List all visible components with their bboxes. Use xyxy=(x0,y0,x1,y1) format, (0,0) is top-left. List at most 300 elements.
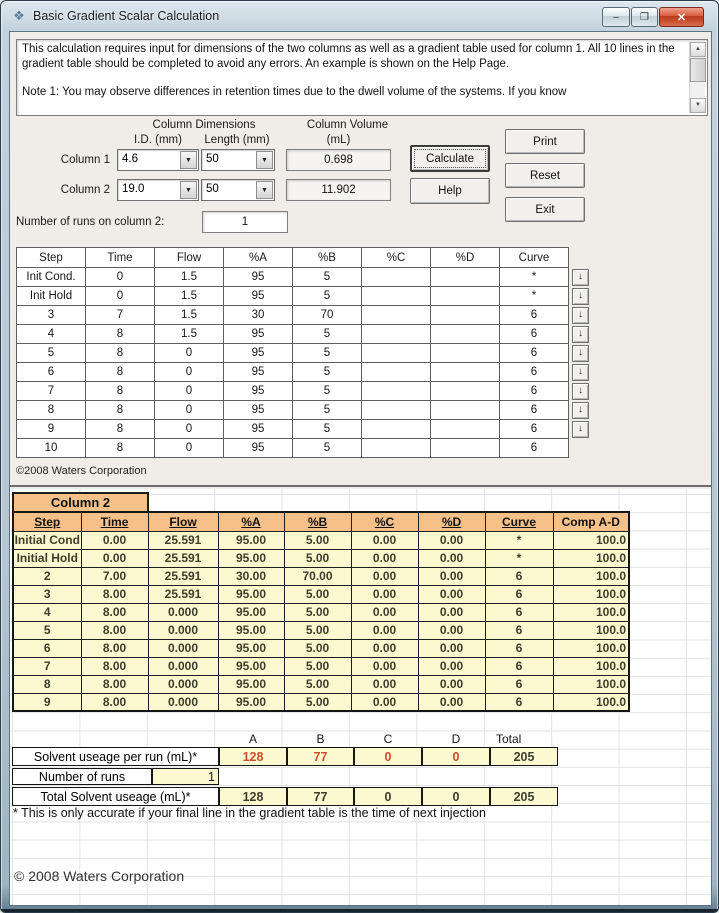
scaled-table-row xyxy=(13,567,629,585)
copy-row-down-button[interactable] xyxy=(572,326,589,343)
s-cell-curve: * xyxy=(485,549,553,567)
copy-row-down-button[interactable] xyxy=(572,364,589,381)
s-cell-step: 7 xyxy=(13,657,81,675)
cell-time[interactable]: 8 xyxy=(86,439,155,458)
arrow-down-icon: ↓ xyxy=(578,423,583,434)
scaled-table-row xyxy=(13,639,629,657)
s-cell-percent-a: 95.00 xyxy=(218,675,284,693)
worksheet-panel xyxy=(10,489,711,906)
s-cell-time: 0.00 xyxy=(81,549,148,567)
s-cell-percent-c: 0.00 xyxy=(351,693,418,711)
instructions-paragraph-1: This calculation requires input for dimensions of the two columns as well as a gradient table used for column 1. All 10 lines in the gradient table should be completed to avoid any errors. An example is shown on the Help Page. xyxy=(22,43,675,71)
s-cell-time: 8.00 xyxy=(81,603,148,621)
cell-time[interactable]: 8 xyxy=(86,325,155,344)
s-cell-percent-a: 95.00 xyxy=(218,531,284,549)
cell-time[interactable]: 0 xyxy=(86,268,155,287)
cell-time[interactable]: 8 xyxy=(86,401,155,420)
cell-percent-b[interactable]: 5 xyxy=(293,401,362,420)
s-cell-flow: 0.000 xyxy=(148,657,218,675)
s-cell-curve: 6 xyxy=(485,675,553,693)
s-cell-curve: 6 xyxy=(485,603,553,621)
scroll-down-icon[interactable]: ▼ xyxy=(690,98,706,113)
cell-percent-a[interactable]: 95 xyxy=(224,439,293,458)
s-cell-time: 8.00 xyxy=(81,621,148,639)
s-cell-percent-a: 95.00 xyxy=(218,621,284,639)
cell-step[interactable]: Init Cond. xyxy=(17,268,86,287)
combo-arrow-icon[interactable]: ▼ xyxy=(256,151,273,169)
s-cell-time: 7.00 xyxy=(81,567,148,585)
cell-percent-c[interactable] xyxy=(362,439,431,458)
s-cell-percent-a: 95.00 xyxy=(218,603,284,621)
s-cell-comp-ad: 100.0 xyxy=(553,531,629,549)
column2-volume-display: 11.902 xyxy=(286,179,391,201)
cell-flow[interactable]: 0 xyxy=(155,439,224,458)
s-cell-percent-c: 0.00 xyxy=(351,567,418,585)
s-cell-percent-c: 0.00 xyxy=(351,657,418,675)
s-cell-flow: 0.000 xyxy=(148,621,218,639)
header-percent-a: %A xyxy=(224,248,293,268)
s-cell-step: 3 xyxy=(13,585,81,603)
cell-step[interactable]: 7 xyxy=(17,382,86,401)
cell-time[interactable]: 8 xyxy=(86,382,155,401)
cell-step[interactable]: 10 xyxy=(17,439,86,458)
help-button[interactable]: Help xyxy=(410,178,490,204)
s-cell-comp-ad: 100.0 xyxy=(553,693,629,711)
s-cell-percent-a: 95.00 xyxy=(218,693,284,711)
cell-flow[interactable]: 1.5 xyxy=(155,268,224,287)
cell-percent-d[interactable] xyxy=(431,268,500,287)
calculate-button[interactable]: Calculate xyxy=(410,145,490,172)
maximize-button[interactable] xyxy=(631,7,658,27)
cell-percent-b[interactable]: 70 xyxy=(293,306,362,325)
cell-curve[interactable]: 6 xyxy=(500,420,569,439)
copy-row-down-button[interactable] xyxy=(572,402,589,419)
solvent-col-c-label: C xyxy=(383,732,393,746)
runs-on-column2-label: Number of runs on column 2: xyxy=(16,216,165,228)
cell-percent-c[interactable] xyxy=(362,287,431,306)
header-curve: Curve xyxy=(500,248,569,268)
scaled-table-row xyxy=(13,585,629,603)
cell-percent-d[interactable] xyxy=(431,306,500,325)
s-cell-flow: 0.000 xyxy=(148,693,218,711)
s-header-comp-ad: Comp A-D xyxy=(553,512,629,531)
cell-percent-a[interactable]: 95 xyxy=(224,363,293,382)
s-cell-percent-b: 5.00 xyxy=(284,531,351,549)
cell-flow[interactable]: 0 xyxy=(155,382,224,401)
arrow-down-icon: ↓ xyxy=(578,290,583,301)
column2-id-select[interactable] xyxy=(117,179,199,201)
s-header-flow: Flow xyxy=(148,512,218,531)
cell-percent-b[interactable]: 5 xyxy=(293,268,362,287)
gradient-table-row xyxy=(17,401,593,420)
s-cell-curve: 6 xyxy=(485,693,553,711)
s-cell-percent-a: 30.00 xyxy=(218,567,284,585)
cell-curve[interactable]: 6 xyxy=(500,439,569,458)
cell-time[interactable]: 8 xyxy=(86,363,155,382)
gradient-table-row xyxy=(17,363,593,382)
s-cell-flow: 25.591 xyxy=(148,567,218,585)
cell-percent-a[interactable]: 95 xyxy=(224,344,293,363)
cell-percent-c[interactable] xyxy=(362,268,431,287)
scaled-table-row xyxy=(13,603,629,621)
scaled-table-row xyxy=(13,549,629,567)
s-cell-curve: 6 xyxy=(485,585,553,603)
column1-length-select[interactable] xyxy=(201,149,275,171)
solvent-total-b: 77 xyxy=(287,787,354,806)
s-cell-percent-d: 0.00 xyxy=(418,675,485,693)
exit-button[interactable]: Exit xyxy=(505,197,585,222)
cell-percent-a[interactable]: 95 xyxy=(224,325,293,344)
s-cell-curve: 6 xyxy=(485,639,553,657)
client-area xyxy=(9,31,712,906)
cell-percent-c[interactable] xyxy=(362,420,431,439)
s-header-percent-a: %A xyxy=(218,512,284,531)
s-header-curve: Curve xyxy=(485,512,553,531)
combo-arrow-icon[interactable]: ▼ xyxy=(180,181,197,199)
cell-percent-d[interactable] xyxy=(431,439,500,458)
cell-time[interactable]: 8 xyxy=(86,344,155,363)
cell-flow[interactable]: 1.5 xyxy=(155,287,224,306)
cell-curve[interactable]: 6 xyxy=(500,306,569,325)
column2-length-value: 50 xyxy=(206,183,219,195)
s-cell-flow: 25.591 xyxy=(148,531,218,549)
header-percent-b: %B xyxy=(293,248,362,268)
close-button[interactable] xyxy=(659,7,704,27)
s-cell-percent-a: 95.00 xyxy=(218,585,284,603)
cell-percent-d[interactable] xyxy=(431,420,500,439)
maximize-icon: ❐ xyxy=(640,11,649,23)
s-cell-percent-d: 0.00 xyxy=(418,567,485,585)
combo-arrow-icon[interactable]: ▼ xyxy=(256,181,273,199)
cell-percent-b[interactable]: 5 xyxy=(293,382,362,401)
cell-percent-b[interactable]: 5 xyxy=(293,325,362,344)
cell-percent-b[interactable]: 5 xyxy=(293,439,362,458)
s-cell-percent-b: 5.00 xyxy=(284,603,351,621)
s-cell-time: 0.00 xyxy=(81,531,148,549)
cell-step[interactable]: 8 xyxy=(17,401,86,420)
s-cell-time: 8.00 xyxy=(81,657,148,675)
arrow-down-icon: ↓ xyxy=(578,309,583,320)
solvent-total-a: 128 xyxy=(219,787,287,806)
cell-percent-a[interactable]: 95 xyxy=(224,268,293,287)
s-cell-comp-ad: 100.0 xyxy=(553,603,629,621)
s-cell-comp-ad: 100.0 xyxy=(553,585,629,603)
minimize-button[interactable] xyxy=(602,7,630,27)
solvent-total-d: 0 xyxy=(422,787,490,806)
window-title: Basic Gradient Scalar Calculation xyxy=(33,9,220,23)
gradient-table-row xyxy=(17,306,593,325)
copy-row-down-button[interactable] xyxy=(572,269,589,286)
cell-percent-d[interactable] xyxy=(431,287,500,306)
s-cell-step: 5 xyxy=(13,621,81,639)
cell-curve[interactable]: 6 xyxy=(500,344,569,363)
cell-flow[interactable]: 1.5 xyxy=(155,325,224,344)
scaled-table-row xyxy=(13,621,629,639)
s-cell-curve: 6 xyxy=(485,657,553,675)
cell-percent-c[interactable] xyxy=(362,306,431,325)
cell-time[interactable]: 0 xyxy=(86,287,155,306)
cell-percent-a[interactable]: 30 xyxy=(224,306,293,325)
reset-button[interactable]: Reset xyxy=(505,163,585,188)
cell-step[interactable]: 6 xyxy=(17,363,86,382)
cell-percent-c[interactable] xyxy=(362,401,431,420)
column1-label: Column 1 xyxy=(60,154,110,166)
s-cell-percent-d: 0.00 xyxy=(418,549,485,567)
gradient-table-row xyxy=(17,420,593,439)
cell-percent-b[interactable]: 5 xyxy=(293,363,362,382)
gradient-table-row xyxy=(17,268,593,287)
s-cell-percent-b: 5.00 xyxy=(284,657,351,675)
s-cell-percent-c: 0.00 xyxy=(351,621,418,639)
arrow-down-icon: ↓ xyxy=(578,347,583,358)
cell-percent-d[interactable] xyxy=(431,363,500,382)
s-cell-comp-ad: 100.0 xyxy=(553,621,629,639)
cell-percent-d[interactable] xyxy=(431,382,500,401)
cell-percent-b[interactable]: 5 xyxy=(293,287,362,306)
cell-curve[interactable]: 6 xyxy=(500,382,569,401)
solvent-per-run-d: 0 xyxy=(422,747,490,766)
solvent-per-run-a: 128 xyxy=(219,747,287,766)
s-cell-percent-b: 5.00 xyxy=(284,639,351,657)
instructions-textbox[interactable] xyxy=(16,39,708,116)
cell-curve[interactable]: 6 xyxy=(500,325,569,344)
s-cell-percent-a: 95.00 xyxy=(218,549,284,567)
cell-curve[interactable]: 6 xyxy=(500,401,569,420)
column1-volume-display: 0.698 xyxy=(286,149,391,171)
cell-percent-c[interactable] xyxy=(362,382,431,401)
close-icon: ✕ xyxy=(676,11,687,24)
s-cell-percent-b: 70.00 xyxy=(284,567,351,585)
scaled-gradient-table xyxy=(12,511,630,712)
s-header-percent-b: %B xyxy=(284,512,351,531)
app-icon: ❖ xyxy=(13,8,25,23)
arrow-down-icon: ↓ xyxy=(578,385,583,396)
scroll-up-icon[interactable]: ▲ xyxy=(690,42,706,57)
scaled-table-row xyxy=(13,675,629,693)
gradient-table-row xyxy=(17,325,593,344)
solvent-col-d-label: D xyxy=(451,732,461,746)
s-cell-comp-ad: 100.0 xyxy=(553,675,629,693)
s-cell-percent-c: 0.00 xyxy=(351,531,418,549)
s-cell-time: 8.00 xyxy=(81,639,148,657)
scaled-table-row xyxy=(13,693,629,711)
solvent-total-total: 205 xyxy=(490,787,558,806)
cell-time[interactable]: 8 xyxy=(86,420,155,439)
runs-on-column2-input[interactable] xyxy=(202,211,288,233)
copy-row-down-button[interactable] xyxy=(572,307,589,324)
header-step: Step xyxy=(17,248,86,268)
s-cell-percent-b: 5.00 xyxy=(284,693,351,711)
column2-label: Column 2 xyxy=(60,184,110,196)
s-cell-time: 8.00 xyxy=(81,693,148,711)
s-cell-comp-ad: 100.0 xyxy=(553,639,629,657)
cell-flow[interactable]: 0 xyxy=(155,344,224,363)
s-cell-flow: 0.000 xyxy=(148,639,218,657)
cell-flow[interactable]: 1.5 xyxy=(155,306,224,325)
cell-percent-c[interactable] xyxy=(362,363,431,382)
arrow-down-icon: ↓ xyxy=(578,366,583,377)
s-cell-percent-d: 0.00 xyxy=(418,693,485,711)
s-cell-percent-d: 0.00 xyxy=(418,621,485,639)
s-cell-step: 6 xyxy=(13,639,81,657)
window-controls xyxy=(601,7,704,27)
s-cell-percent-b: 5.00 xyxy=(284,549,351,567)
cell-step[interactable]: 3 xyxy=(17,306,86,325)
header-percent-c: %C xyxy=(362,248,431,268)
s-header-percent-c: %C xyxy=(351,512,418,531)
cell-percent-c[interactable] xyxy=(362,325,431,344)
cell-step[interactable]: 9 xyxy=(17,420,86,439)
column-dimensions-label: Column Dimensions xyxy=(152,119,256,131)
solvent-per-run-total: 205 xyxy=(490,747,558,766)
s-cell-flow: 25.591 xyxy=(148,585,218,603)
s-cell-time: 8.00 xyxy=(81,585,148,603)
copyright-upper: ©2008 Waters Corporation xyxy=(16,465,147,477)
arrow-down-icon: ↓ xyxy=(578,328,583,339)
s-cell-step: Initial Cond xyxy=(14,533,80,547)
gradient-table-header-row xyxy=(17,248,593,268)
s-cell-percent-d: 0.00 xyxy=(418,603,485,621)
gradient-table-row xyxy=(17,382,593,401)
s-cell-percent-d: 0.00 xyxy=(418,585,485,603)
s-cell-percent-c: 0.00 xyxy=(351,603,418,621)
column2-id-value: 19.0 xyxy=(122,183,145,195)
s-cell-step: 8 xyxy=(13,675,81,693)
s-cell-percent-b: 5.00 xyxy=(284,585,351,603)
cell-percent-a[interactable]: 95 xyxy=(224,401,293,420)
s-cell-percent-a: 95.00 xyxy=(218,657,284,675)
cell-step[interactable]: 4 xyxy=(17,325,86,344)
header-time: Time xyxy=(86,248,155,268)
scaled-table-row xyxy=(13,657,629,675)
cell-flow[interactable]: 0 xyxy=(155,363,224,382)
solvent-total-c: 0 xyxy=(354,787,422,806)
column1-id-select[interactable] xyxy=(117,149,199,171)
cell-percent-a[interactable]: 95 xyxy=(224,382,293,401)
column-volume-label: Column Volume xyxy=(306,119,389,131)
solvent-per-run-b: 77 xyxy=(287,747,354,766)
s-cell-curve: * xyxy=(485,531,553,549)
cell-time[interactable]: 7 xyxy=(86,306,155,325)
instructions-scrollbar[interactable] xyxy=(689,42,705,113)
cell-percent-d[interactable] xyxy=(431,325,500,344)
s-cell-step: 9 xyxy=(13,693,81,711)
copyright-lower: © 2008 Waters Corporation xyxy=(14,868,185,884)
cell-percent-b[interactable]: 5 xyxy=(293,420,362,439)
id-mm-label: I.D. (mm) xyxy=(134,134,182,146)
s-header-percent-d: %D xyxy=(418,512,485,531)
copy-row-down-button[interactable] xyxy=(572,288,589,305)
cell-curve[interactable]: * xyxy=(500,287,569,306)
copy-row-down-button[interactable] xyxy=(572,383,589,400)
cell-curve[interactable]: * xyxy=(500,268,569,287)
scaled-table-row xyxy=(13,531,629,549)
window-frame-edge xyxy=(1,909,718,912)
s-header-time: Time xyxy=(81,512,148,531)
s-cell-percent-d: 0.00 xyxy=(418,531,485,549)
cell-curve[interactable]: 6 xyxy=(500,363,569,382)
copy-row-down-button[interactable] xyxy=(572,345,589,362)
column2-length-select[interactable] xyxy=(201,179,275,201)
accuracy-footnote: * This is only accurate if your final line in the gradient table is the time of next injection xyxy=(13,806,486,820)
worksheet-title: Column 2 xyxy=(12,492,149,513)
s-cell-percent-b: 5.00 xyxy=(284,675,351,693)
cell-percent-d[interactable] xyxy=(431,344,500,363)
s-cell-step: Initial Hold xyxy=(13,549,81,567)
s-cell-step: 2 xyxy=(13,567,81,585)
form-panel xyxy=(10,32,711,487)
s-header-step: Step xyxy=(13,512,81,531)
s-cell-flow: 0.000 xyxy=(148,675,218,693)
scaled-table-header-row xyxy=(13,512,629,531)
cell-percent-a[interactable]: 95 xyxy=(224,420,293,439)
column1-length-value: 50 xyxy=(206,153,219,165)
combo-arrow-icon[interactable]: ▼ xyxy=(180,151,197,169)
column1-id-value: 4.6 xyxy=(122,153,138,165)
s-cell-comp-ad: 100.0 xyxy=(553,657,629,675)
s-cell-step: 4 xyxy=(13,603,81,621)
s-cell-percent-c: 0.00 xyxy=(351,639,418,657)
s-cell-flow: 25.591 xyxy=(148,549,218,567)
s-cell-curve: 6 xyxy=(485,567,553,585)
gradient-table-row xyxy=(17,287,593,306)
header-flow: Flow xyxy=(155,248,224,268)
cell-step[interactable]: Init Hold xyxy=(17,287,86,306)
s-cell-percent-b: 5.00 xyxy=(284,621,351,639)
s-cell-comp-ad: 100.0 xyxy=(553,549,629,567)
s-cell-percent-d: 0.00 xyxy=(418,639,485,657)
header-percent-d: %D xyxy=(431,248,500,268)
s-cell-curve: 6 xyxy=(485,621,553,639)
number-of-runs-label: Number of runs xyxy=(12,768,152,785)
cell-percent-a[interactable]: 95 xyxy=(224,287,293,306)
arrow-down-icon: ↓ xyxy=(578,404,583,415)
cell-flow[interactable]: 0 xyxy=(155,401,224,420)
solvent-per-run-label: Solvent useage per run (mL)* xyxy=(12,747,219,766)
cell-percent-d[interactable] xyxy=(431,401,500,420)
cell-flow[interactable]: 0 xyxy=(155,420,224,439)
solvent-total-label: Total xyxy=(496,732,522,746)
solvent-per-run-c: 0 xyxy=(354,747,422,766)
length-mm-label: Length (mm) xyxy=(204,134,270,146)
instructions-paragraph-2: Note 1: You may observe differences in retention times due to the dwell volume of the systems. If you know xyxy=(22,85,567,98)
arrow-down-icon: ↓ xyxy=(578,271,583,282)
solvent-col-a-label: A xyxy=(248,732,257,746)
s-cell-percent-c: 0.00 xyxy=(351,549,418,567)
cell-percent-b[interactable]: 5 xyxy=(293,344,362,363)
copy-row-down-button[interactable] xyxy=(572,421,589,438)
s-cell-percent-c: 0.00 xyxy=(351,675,418,693)
gradient-table xyxy=(16,247,593,458)
scrollbar-thumb[interactable] xyxy=(690,58,706,82)
cell-percent-c[interactable] xyxy=(362,344,431,363)
solvent-total-row-label: Total Solvent useage (mL)* xyxy=(12,787,219,806)
gradient-table-row xyxy=(17,439,593,458)
s-cell-percent-a: 95.00 xyxy=(218,639,284,657)
gradient-table-row xyxy=(17,344,593,363)
minimize-icon: – xyxy=(613,11,619,23)
print-button[interactable]: Print xyxy=(505,129,585,154)
s-cell-percent-c: 0.00 xyxy=(351,585,418,603)
solvent-col-b-label: B xyxy=(316,732,325,746)
cell-step[interactable]: 5 xyxy=(17,344,86,363)
ml-label: (mL) xyxy=(326,134,351,146)
number-of-runs-value: 1 xyxy=(152,768,219,785)
s-cell-percent-d: 0.00 xyxy=(418,657,485,675)
s-cell-time: 8.00 xyxy=(81,675,148,693)
s-cell-flow: 0.000 xyxy=(148,603,218,621)
s-cell-comp-ad: 100.0 xyxy=(553,567,629,585)
